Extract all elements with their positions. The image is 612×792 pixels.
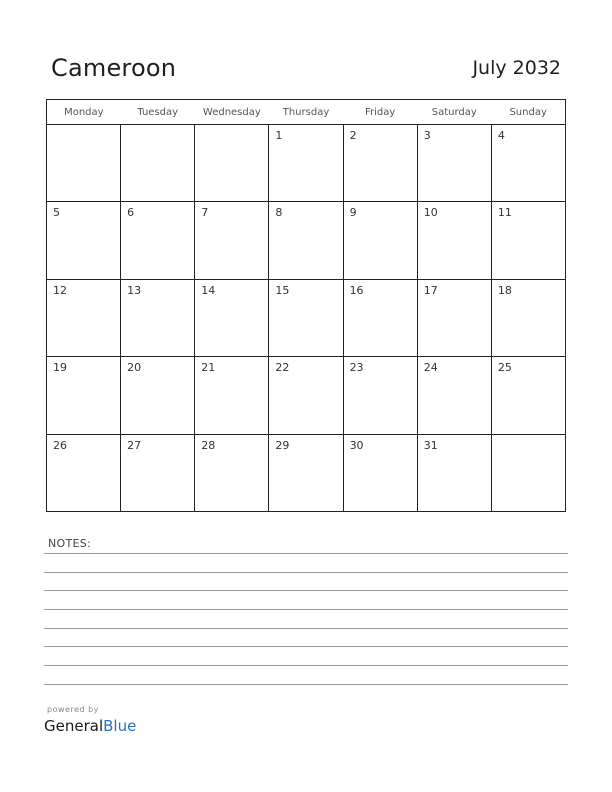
weekday-tuesday: Tuesday [121, 100, 195, 125]
day-cell: 2 [343, 125, 417, 202]
day-cell: 21 [195, 357, 269, 434]
note-line [44, 628, 568, 629]
day-cell: 27 [121, 434, 195, 511]
day-cell: 14 [195, 279, 269, 356]
day-cell: 29 [269, 434, 343, 511]
day-cell: 9 [343, 202, 417, 279]
day-cell: 31 [417, 434, 491, 511]
weekday-friday: Friday [343, 100, 417, 125]
powered-by-text: powered by [47, 705, 99, 714]
day-cell [121, 125, 195, 202]
weekday-sunday: Sunday [491, 100, 565, 125]
day-cell: 6 [121, 202, 195, 279]
day-cell: 26 [47, 434, 121, 511]
day-cell: 23 [343, 357, 417, 434]
month-title: July 2032 [472, 57, 561, 79]
weekday-saturday: Saturday [417, 100, 491, 125]
logo-blue: Blue [103, 717, 137, 735]
day-cell [47, 125, 121, 202]
day-cell: 10 [417, 202, 491, 279]
week-row [47, 202, 566, 279]
day-cell: 11 [491, 202, 565, 279]
day-cell: 16 [343, 279, 417, 356]
week-row [47, 357, 566, 434]
day-cell: 22 [269, 357, 343, 434]
day-cell: 24 [417, 357, 491, 434]
day-cell: 5 [47, 202, 121, 279]
day-cell [195, 125, 269, 202]
note-line [44, 646, 568, 647]
day-cell: 17 [417, 279, 491, 356]
day-cell: 28 [195, 434, 269, 511]
calendar-grid [46, 99, 566, 512]
day-cell [491, 434, 565, 511]
weekday-header-row [47, 100, 566, 125]
day-cell: 1 [269, 125, 343, 202]
day-cell: 25 [491, 357, 565, 434]
logo-general: General [44, 717, 104, 735]
note-line [44, 609, 568, 610]
day-cell: 4 [491, 125, 565, 202]
note-line [44, 553, 568, 554]
note-line [44, 684, 568, 685]
day-cell: 19 [47, 357, 121, 434]
day-cell: 30 [343, 434, 417, 511]
day-cell: 12 [47, 279, 121, 356]
weekday-wednesday: Wednesday [195, 100, 269, 125]
day-cell: 18 [491, 279, 565, 356]
weekday-thursday: Thursday [269, 100, 343, 125]
day-cell: 15 [269, 279, 343, 356]
week-row [47, 279, 566, 356]
day-cell: 7 [195, 202, 269, 279]
note-line [44, 572, 568, 573]
day-cell: 3 [417, 125, 491, 202]
week-row [47, 125, 566, 202]
day-cell: 13 [121, 279, 195, 356]
country-title: Cameroon [51, 54, 177, 82]
day-cell: 20 [121, 357, 195, 434]
note-line [44, 590, 568, 591]
generalblue-logo[interactable] [44, 717, 136, 735]
weekday-monday: Monday [47, 100, 121, 125]
notes-label: NOTES: [48, 537, 92, 550]
week-row [47, 434, 566, 511]
note-line [44, 665, 568, 666]
day-cell: 8 [269, 202, 343, 279]
